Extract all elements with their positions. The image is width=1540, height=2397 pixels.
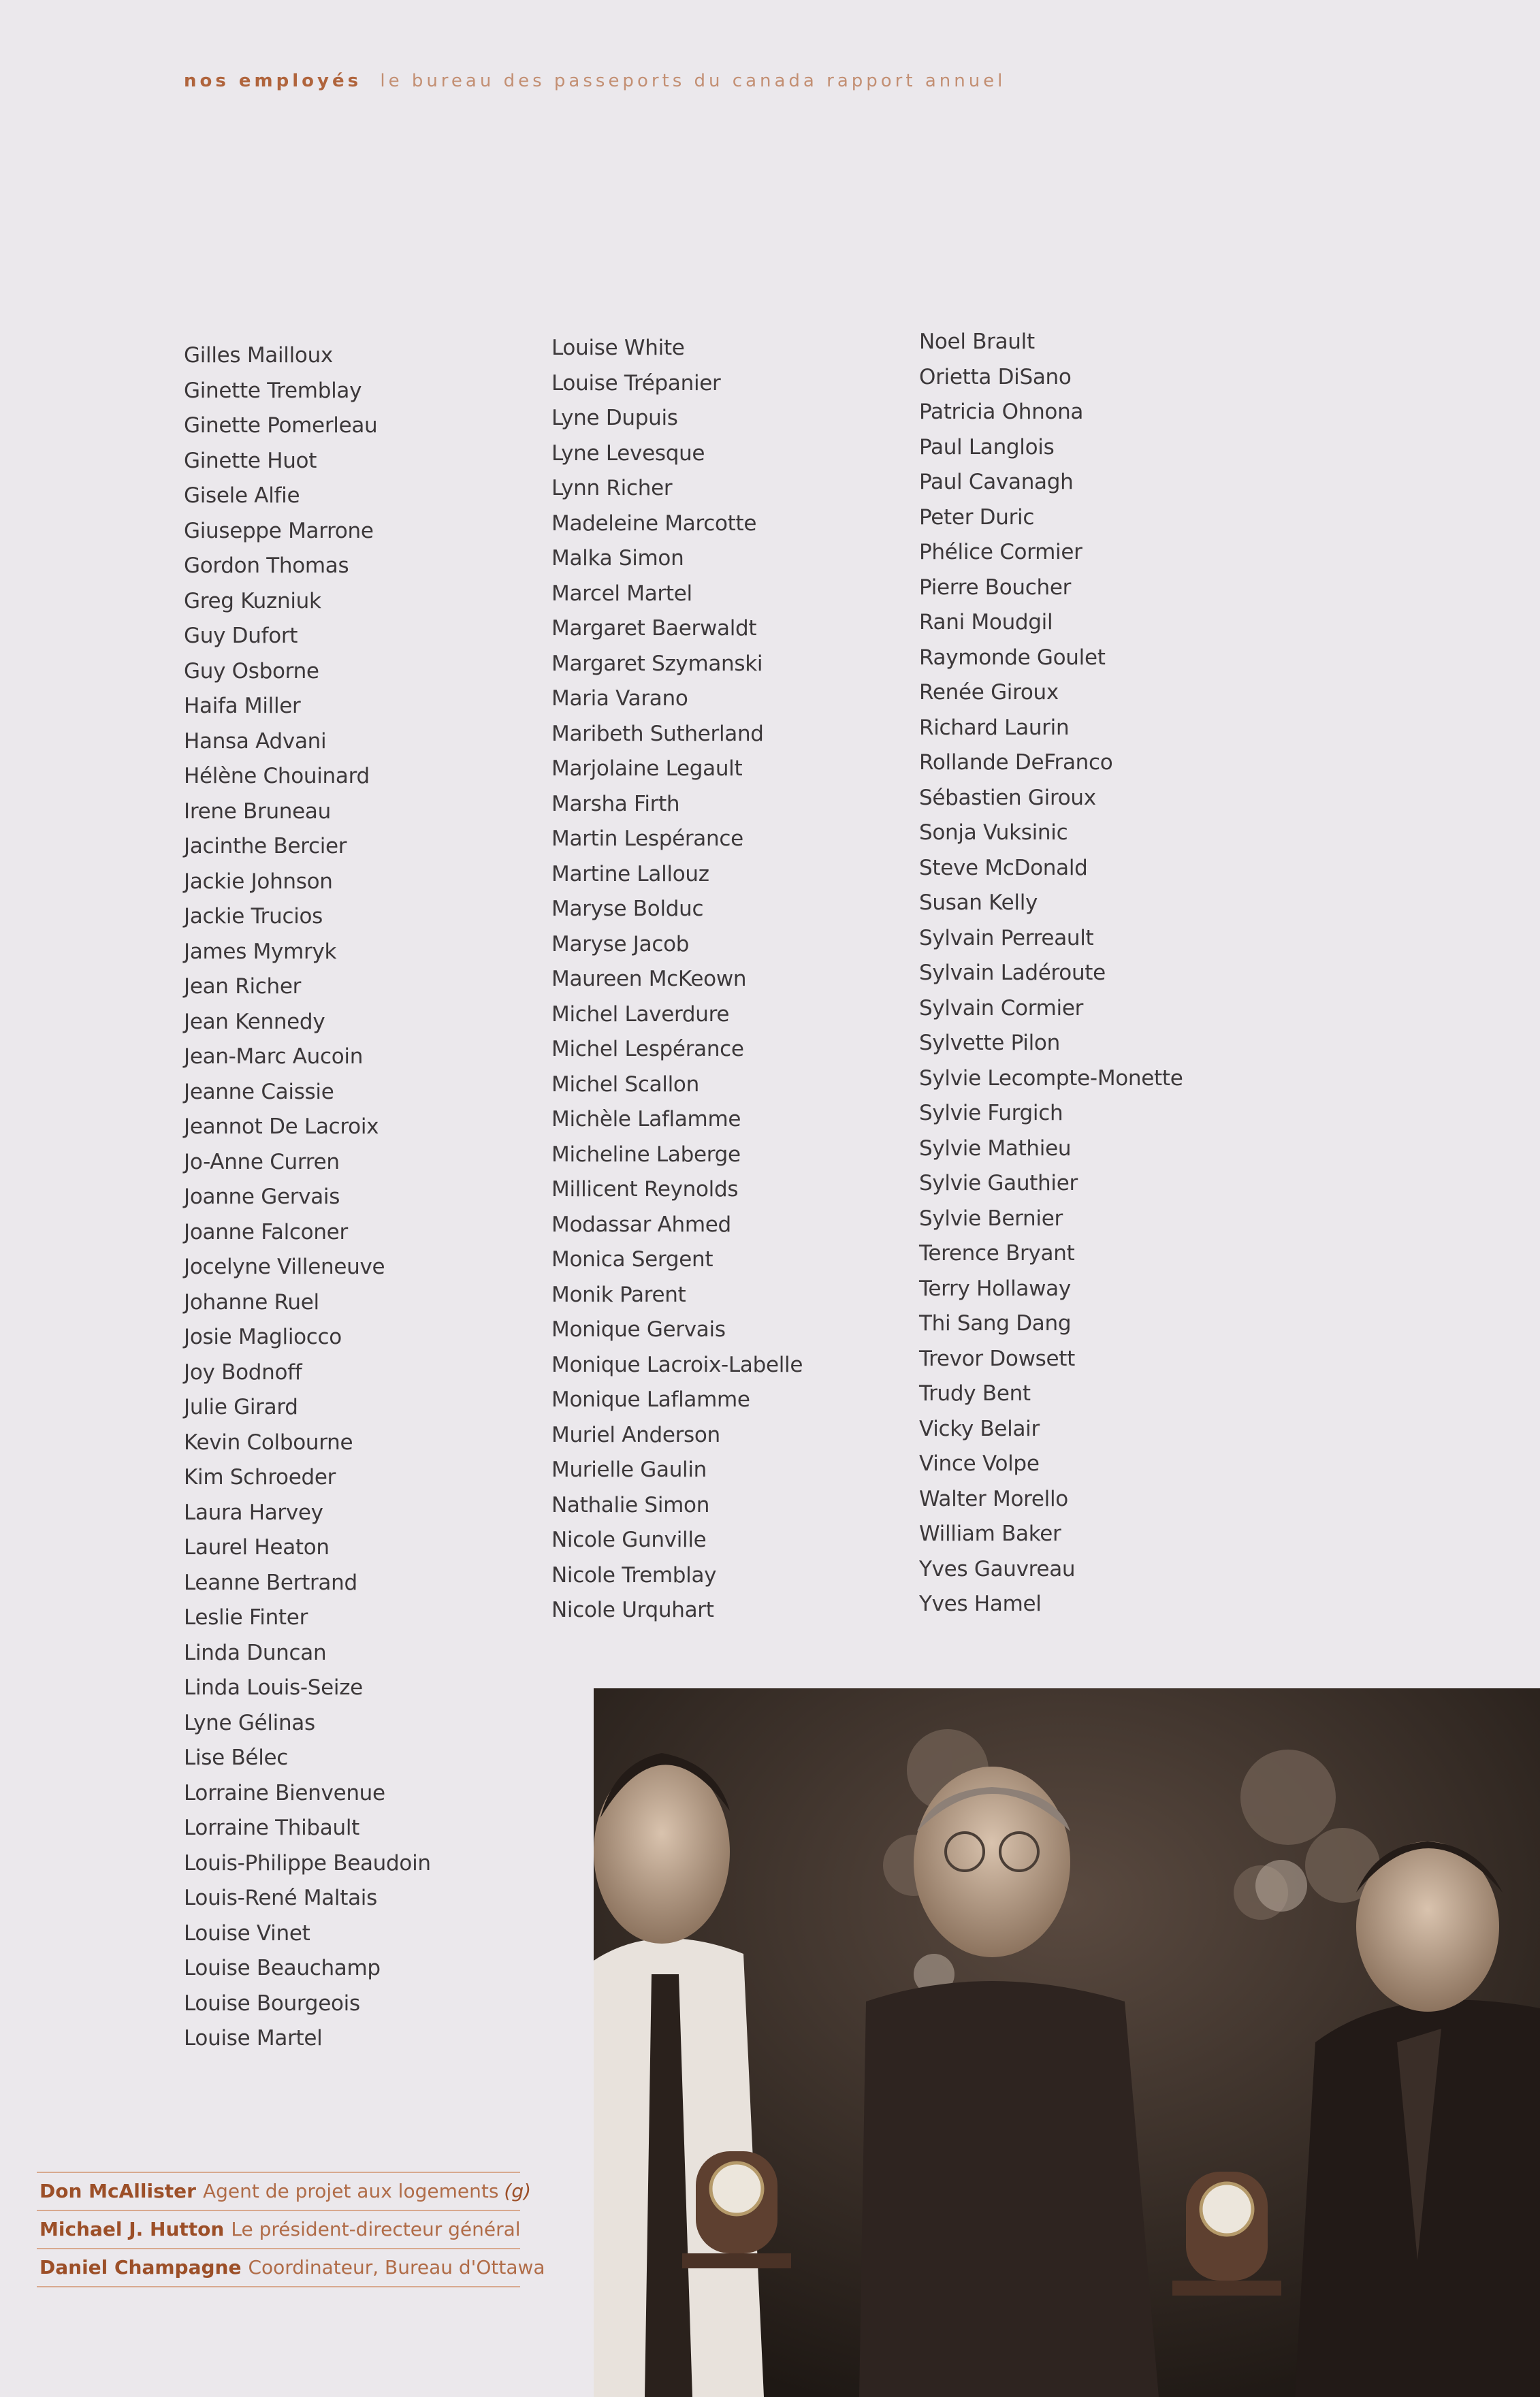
section-title: nos employés	[184, 71, 362, 91]
employee-name: Sonja Vuksinic	[919, 820, 1068, 845]
employee-name: Lorraine Thibault	[184, 1816, 360, 1840]
employee-name: Gordon Thomas	[184, 553, 349, 578]
employee-name: Walter Morello	[919, 1486, 1068, 1511]
employee-name: Maribeth Sutherland	[551, 721, 764, 746]
employee-name: Joanne Falconer	[184, 1219, 348, 1244]
photo-caption	[37, 2172, 545, 2287]
employee-name: Sébastien Giroux	[919, 785, 1096, 810]
page-header	[184, 71, 1006, 91]
employee-name: Muriel Anderson	[551, 1422, 720, 1447]
employee-name: Noel Brault	[919, 329, 1035, 354]
employee-name: Jo-Anne Curren	[184, 1149, 340, 1174]
employee-name: Monica Sergent	[551, 1247, 713, 1272]
employee-name: Monique Gervais	[551, 1317, 726, 1342]
employee-name: Yves Gauvreau	[919, 1556, 1076, 1581]
employee-name: Gisele Alfie	[184, 483, 300, 508]
employee-name: Jackie Johnson	[184, 869, 333, 894]
employee-name: Sylvain Cormier	[919, 995, 1084, 1020]
employee-name: Michel Laverdure	[551, 1001, 730, 1027]
employee-name: Monique Lacroix-Labelle	[551, 1352, 803, 1377]
employee-name: Laurel Heaton	[184, 1535, 330, 1560]
employee-name: Marjolaine Legault	[551, 756, 743, 781]
employee-name: Lyne Levesque	[551, 440, 705, 466]
employee-name: Julie Girard	[184, 1395, 298, 1419]
employee-name: Guy Dufort	[184, 624, 298, 648]
employee-name: Ginette Pomerleau	[184, 413, 378, 438]
employee-name: Leslie Finter	[184, 1605, 308, 1630]
employee-name: Steve McDonald	[919, 855, 1088, 880]
employee-name: Terence Bryant	[919, 1241, 1075, 1266]
employee-name: Thi Sang Dang	[919, 1311, 1072, 1336]
employee-name: Nicole Urquhart	[551, 1598, 714, 1622]
employee-name: Louis-René Maltais	[184, 1886, 377, 1910]
caption-name: Daniel Champagne	[39, 2256, 242, 2279]
employee-name: Trudy Bent	[919, 1381, 1031, 1406]
employee-name: Jean Richer	[184, 974, 302, 999]
employee-name: Ginette Tremblay	[184, 378, 362, 403]
caption-name: Don McAllister	[39, 2180, 196, 2202]
employee-name: Jean-Marc Aucoin	[184, 1044, 364, 1069]
employee-name: Yves Hamel	[919, 1592, 1042, 1616]
employee-name: Sylvette Pilon	[919, 1031, 1060, 1055]
caption-position-note: (g)	[504, 2180, 532, 2202]
employee-name: Maria Varano	[551, 686, 688, 711]
employee-name: Richard Laurin	[919, 715, 1070, 740]
employee-name: Nicole Gunville	[551, 1528, 707, 1552]
employee-name: Linda Louis-Seize	[184, 1675, 363, 1700]
employee-name: Monique Laflamme	[551, 1387, 750, 1412]
employee-list-column-2	[551, 331, 803, 1628]
employee-name: James Mymryk	[184, 939, 337, 964]
employee-name: Rani Moudgil	[919, 610, 1053, 634]
employee-name: Joy Bodnoff	[184, 1360, 302, 1385]
employee-name: Leanne Bertrand	[184, 1570, 357, 1595]
caption-role: Le président-directeur général	[231, 2218, 521, 2240]
employee-name: William Baker	[919, 1522, 1061, 1546]
employee-name: Louise White	[551, 336, 685, 360]
employee-name: Paul Langlois	[919, 434, 1055, 460]
employee-name: Raymonde Goulet	[919, 645, 1106, 670]
employee-name: Sylvain Perreault	[919, 925, 1094, 950]
employee-name: Louise Bourgeois	[184, 1991, 360, 2016]
employee-name: Louise Martel	[184, 2026, 323, 2050]
employee-name: Sylvain Ladéroute	[919, 961, 1106, 985]
employee-name: Margaret Baerwaldt	[551, 616, 757, 641]
caption-row	[37, 2249, 545, 2287]
employee-name: Haifa Miller	[184, 694, 301, 718]
employee-name: Nicole Tremblay	[551, 1562, 717, 1588]
employee-name: Millicent Reynolds	[551, 1177, 739, 1202]
employee-name: Hansa Advani	[184, 728, 327, 754]
employee-name: Trevor Dowsett	[919, 1346, 1075, 1371]
employee-name: Lise Bélec	[184, 1746, 289, 1770]
employee-name: Maryse Bolduc	[551, 897, 704, 921]
employee-name: Guy Osborne	[184, 658, 319, 683]
employee-name: Patricia Ohnona	[919, 400, 1084, 424]
employee-name: Rollande DeFranco	[919, 750, 1113, 775]
employee-name: Malka Simon	[551, 546, 684, 570]
employee-name: Michel Lespérance	[551, 1037, 744, 1061]
employee-name: Peter Duric	[919, 504, 1035, 530]
employee-name: Greg Kuzniuk	[184, 588, 321, 613]
employee-name: Linda Duncan	[184, 1640, 327, 1665]
employee-name: Jacinthe Bercier	[184, 834, 347, 858]
employee-name: Micheline Laberge	[551, 1142, 741, 1167]
caption-role: Agent de projet aux logements	[202, 2180, 499, 2202]
employee-name: Lyne Dupuis	[551, 406, 678, 430]
employee-list-column-1	[184, 338, 431, 2057]
caption-row	[37, 2173, 532, 2211]
employee-name: Lynn Richer	[551, 476, 673, 500]
group-photo	[594, 1688, 1540, 2397]
employee-name: Joanne Gervais	[184, 1185, 340, 1209]
employee-name: Murielle Gaulin	[551, 1458, 707, 1482]
employee-name: Louise Beauchamp	[184, 1956, 381, 1980]
employee-name: Lorraine Bienvenue	[184, 1780, 385, 1805]
employee-name: Modassar Ahmed	[551, 1212, 731, 1237]
employee-name: Sylvie Mathieu	[919, 1136, 1072, 1161]
employee-name: Jeannot De Lacroix	[184, 1114, 379, 1139]
employee-name: Sylvie Gauthier	[919, 1171, 1078, 1195]
employee-name: Ginette Huot	[184, 448, 317, 473]
employee-name: Orietta DiSano	[919, 364, 1072, 389]
employee-name: Martine Lallouz	[551, 861, 709, 886]
employee-name: Nathalie Simon	[551, 1492, 710, 1517]
employee-name: Madeleine Marcotte	[551, 511, 757, 536]
employee-name: Jocelyne Villeneuve	[184, 1255, 385, 1279]
employee-name: Maureen McKeown	[551, 967, 747, 991]
employee-name: Margaret Szymanski	[551, 651, 763, 676]
employee-name: Sylvie Lecompte-Monette	[919, 1065, 1183, 1091]
employee-name: Maryse Jacob	[551, 931, 690, 956]
employee-name: Vince Volpe	[919, 1451, 1040, 1476]
employee-name: Louis-Philippe Beaudoin	[184, 1850, 431, 1876]
employee-name: Martin Lespérance	[551, 826, 743, 851]
employee-name: Sylvie Furgich	[919, 1101, 1063, 1125]
employee-name: Vicky Belair	[919, 1416, 1040, 1441]
employee-name: Giuseppe Marrone	[184, 518, 374, 543]
employee-name: Paul Cavanagh	[919, 470, 1074, 494]
caption-role: Coordinateur, Bureau d'Ottawa	[248, 2256, 545, 2279]
employee-name: Laura Harvey	[184, 1500, 323, 1525]
employee-name: Michèle Laflamme	[551, 1107, 741, 1131]
employee-name: Terry Hollaway	[919, 1276, 1071, 1301]
employee-name: Irene Bruneau	[184, 799, 331, 824]
employee-name: Jeanne Caissie	[184, 1079, 334, 1104]
employee-name: Hélène Chouinard	[184, 764, 370, 788]
employee-name: Louise Vinet	[184, 1920, 310, 1946]
employee-name: Gilles Mailloux	[184, 343, 333, 368]
employee-name: Susan Kelly	[919, 890, 1038, 915]
employee-name: Josie Magliocco	[184, 1325, 342, 1349]
employee-name: Lyne Gélinas	[184, 1710, 315, 1735]
employee-name: Kim Schroeder	[184, 1465, 336, 1490]
employee-name: Phélice Cormier	[919, 540, 1082, 564]
employee-name: Marsha Firth	[551, 791, 680, 816]
employee-list-column-3	[919, 325, 1183, 1622]
employee-name: Renée Giroux	[919, 680, 1059, 705]
group-photo-image	[594, 1688, 1540, 2397]
employee-name: Pierre Boucher	[919, 575, 1072, 600]
caption-name: Michael J. Hutton	[39, 2218, 225, 2240]
report-title: le bureau des passeports du canada rapport annuel	[380, 71, 1006, 91]
employee-name: Kevin Colbourne	[184, 1430, 353, 1455]
employee-name: Johanne Ruel	[184, 1289, 319, 1315]
employee-name: Michel Scallon	[551, 1072, 699, 1097]
employee-name: Sylvie Bernier	[919, 1206, 1063, 1231]
caption-row	[37, 2211, 520, 2249]
employee-name: Louise Trépanier	[551, 370, 721, 396]
employee-name: Jackie Trucios	[184, 904, 323, 929]
employee-name: Jean Kennedy	[184, 1009, 325, 1034]
employee-name: Monik Parent	[551, 1282, 686, 1307]
employee-name: Marcel Martel	[551, 581, 692, 606]
